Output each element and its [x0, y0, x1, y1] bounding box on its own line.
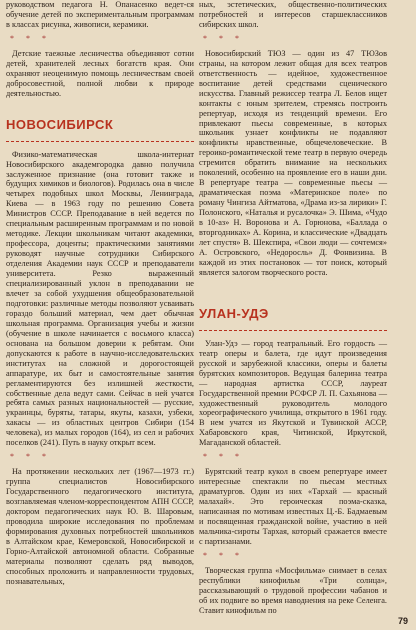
paragraph-vocal: На протяжении нескольких лет (1967—1973 гг.) группа специалистов Новосибирского Государственного педагогического института, возглавляемая членом-корреспондентом АПН СССР, доктором педагогических наук Ю. В. Шаровым, проводила широкие исследования по проблемам формирования духовных потребностей школьников в Алтайском крае, Кемеровской, Новосибирской и Горно-Алтайской автономной области. Собранные материалы позволяют сделать ряд выводов, способных проложить и направленности трудовых, познавательных,: [6, 467, 194, 586]
paragraph-puppet-theatre: Бурятский театр кукол в своем репертуаре имеет интересные спектакли по пьесам местных драматургов. Один из них «Тархай — красный малахай». Это героическая поэма-сказка, написанная по мотивам известных Ц.-Б. Бадмаевым и посвященная гражданской войне, участию в ней мальчика-сироты Тархая, который сражается вместе с партизанами.: [199, 467, 387, 546]
section-separator-stars: * * *: [10, 33, 51, 43]
section-heading-novosibirsk: НОВОСИБИРСК: [6, 113, 194, 142]
section-separator-stars: * * *: [10, 452, 51, 462]
paragraph-continuation: ных, эстетических, общественно-политических потребностей и интересов старшеклассников сибирских школ.: [199, 0, 387, 29]
paragraph-mosfilm: Творческая группа «Мосфильма» снимает в селах республики кинофильм «Три солнца», рассказывающий о трудовой профессии чабанов и об их подвиге во время наводнения на реке Селенга. Ставит кинофильм по: [199, 565, 387, 615]
left-column: [6, 0, 194, 587]
section-separator-stars: * * *: [203, 33, 244, 43]
page-number: 79: [397, 616, 408, 626]
section-separator-stars: * * *: [203, 452, 244, 462]
paragraph-tyuz: Новосибирский ТЮЗ — один из 47 ТЮЗов страны, на котором лежит общая для всех театров ответственность — идейное, художественное воспитание детей средствами сценического искусства. Главный режиссер театра Л. Белов ищет контакты с юным зрителем, стремясь построить репертуар, исходя из тенденций времени. Его привлекают пьесы современные, в которых школьник узнает конфликты не подавляют конфликты нравственные, общечеловеческие. В героико-романтической теме театр в первую очередь стремится обратить внимание на нескольких поколений, особенно на проявление его в наши дни. В репертуаре театра — современные пьесы — драматическая поэма «Материнское поле» по роману Чингиза Айтматова, «Драма из-за лирики» Г. Полонского, «Наталья и русалочка» Э. Шима, «Чудо в 10-аз» Н. Воронова и А. Горюнова, «Баллада о вторгодниках» А. Корина, и классические «Двадцать лет спустя» В. Шекспира, «Свои люди — сочтемся» А. Островского, «Недоросль» Д. Фонвизина. В каждой из этих постановок — тот поиск, который является залогом творческого роста.: [199, 48, 387, 277]
paragraph-ulan-ude: Улан-Удэ — город театральный. Его гордость — театр оперы и балета, где идут произведения русской и зарубежной классики, оперы и балеты бурятских композиторов. Ведущая балерина театра — народная артистка СССР, лауреат Государственной премии РСФСР Л. П. Сахьянова — художественный руководитель молодого хореографического училища, открытого в 1961 году. В нем учатся из Якутской и Тувинской АССР, Хабаровского края, Читинской, Иркутской, Магаданской областей.: [199, 338, 387, 448]
section-separator-stars: * * *: [203, 550, 244, 560]
paragraph-fmsh: Физико-математическая школа-интернат Новосибирского академгородка давно получила заслуженное признание (она готовит также и будущих химиков и биологов). Родилась она в числе четырех подобных школ Москвы, Ленинграда, Киева — в 1963 году по решению Совета Министров СССР. Преподавание в ней ведется по специальным расширенным программам и по новой методике. Лекции школьникам читают академики, профессора, доценты; практическими занятиями руководят научные сотрудники Сибирского отделения Академии наук СССР и преподаватели университета. Резко выраженный специализированный уклон в преподавании не влечет за собой ухудшения общеобразовательной подготовки: различные методы позволяют усваивать гораздо больший материал, чем дает обычная школьная программа. Организация учебы и жизни (обучение в школе начинается с восьмого класса) основана на большом доверии к ребятам. Они допускаются к работе в научно-исследовательских институтах на сложной и дорогостоящей аппаратуре, их быт и самостоятельные занятия регламентируются без излишней жесткости, собственные дела ведут сами. Сейчас в ней учатся ребята самых разных национальностей — русские, украинцы, буряты, татары, якуты, казахи, узбеки, хакасы — из областных центров Сибири (154 человека), из малых городов (164), из сел и рабочих поселков (241). Путь в науку открыт всем.: [6, 149, 194, 448]
section-heading-ulan-ude: УЛАН-УДЭ: [199, 302, 387, 331]
paragraph-top-left: руководством педагога Н. Опанасенко ведет-ся обучение детей по экспериментальным программам в классах рисунка, живописи, керамики.: [6, 0, 194, 29]
paragraph-taiga: Детские таежные лесничества объединяют сотни детей, хранителей лесных богатств края. Они охраняют неоценимую помощь лесничествам своей добросовестной, полной любви к природе деятельностью.: [6, 48, 194, 98]
right-column: [199, 0, 387, 616]
